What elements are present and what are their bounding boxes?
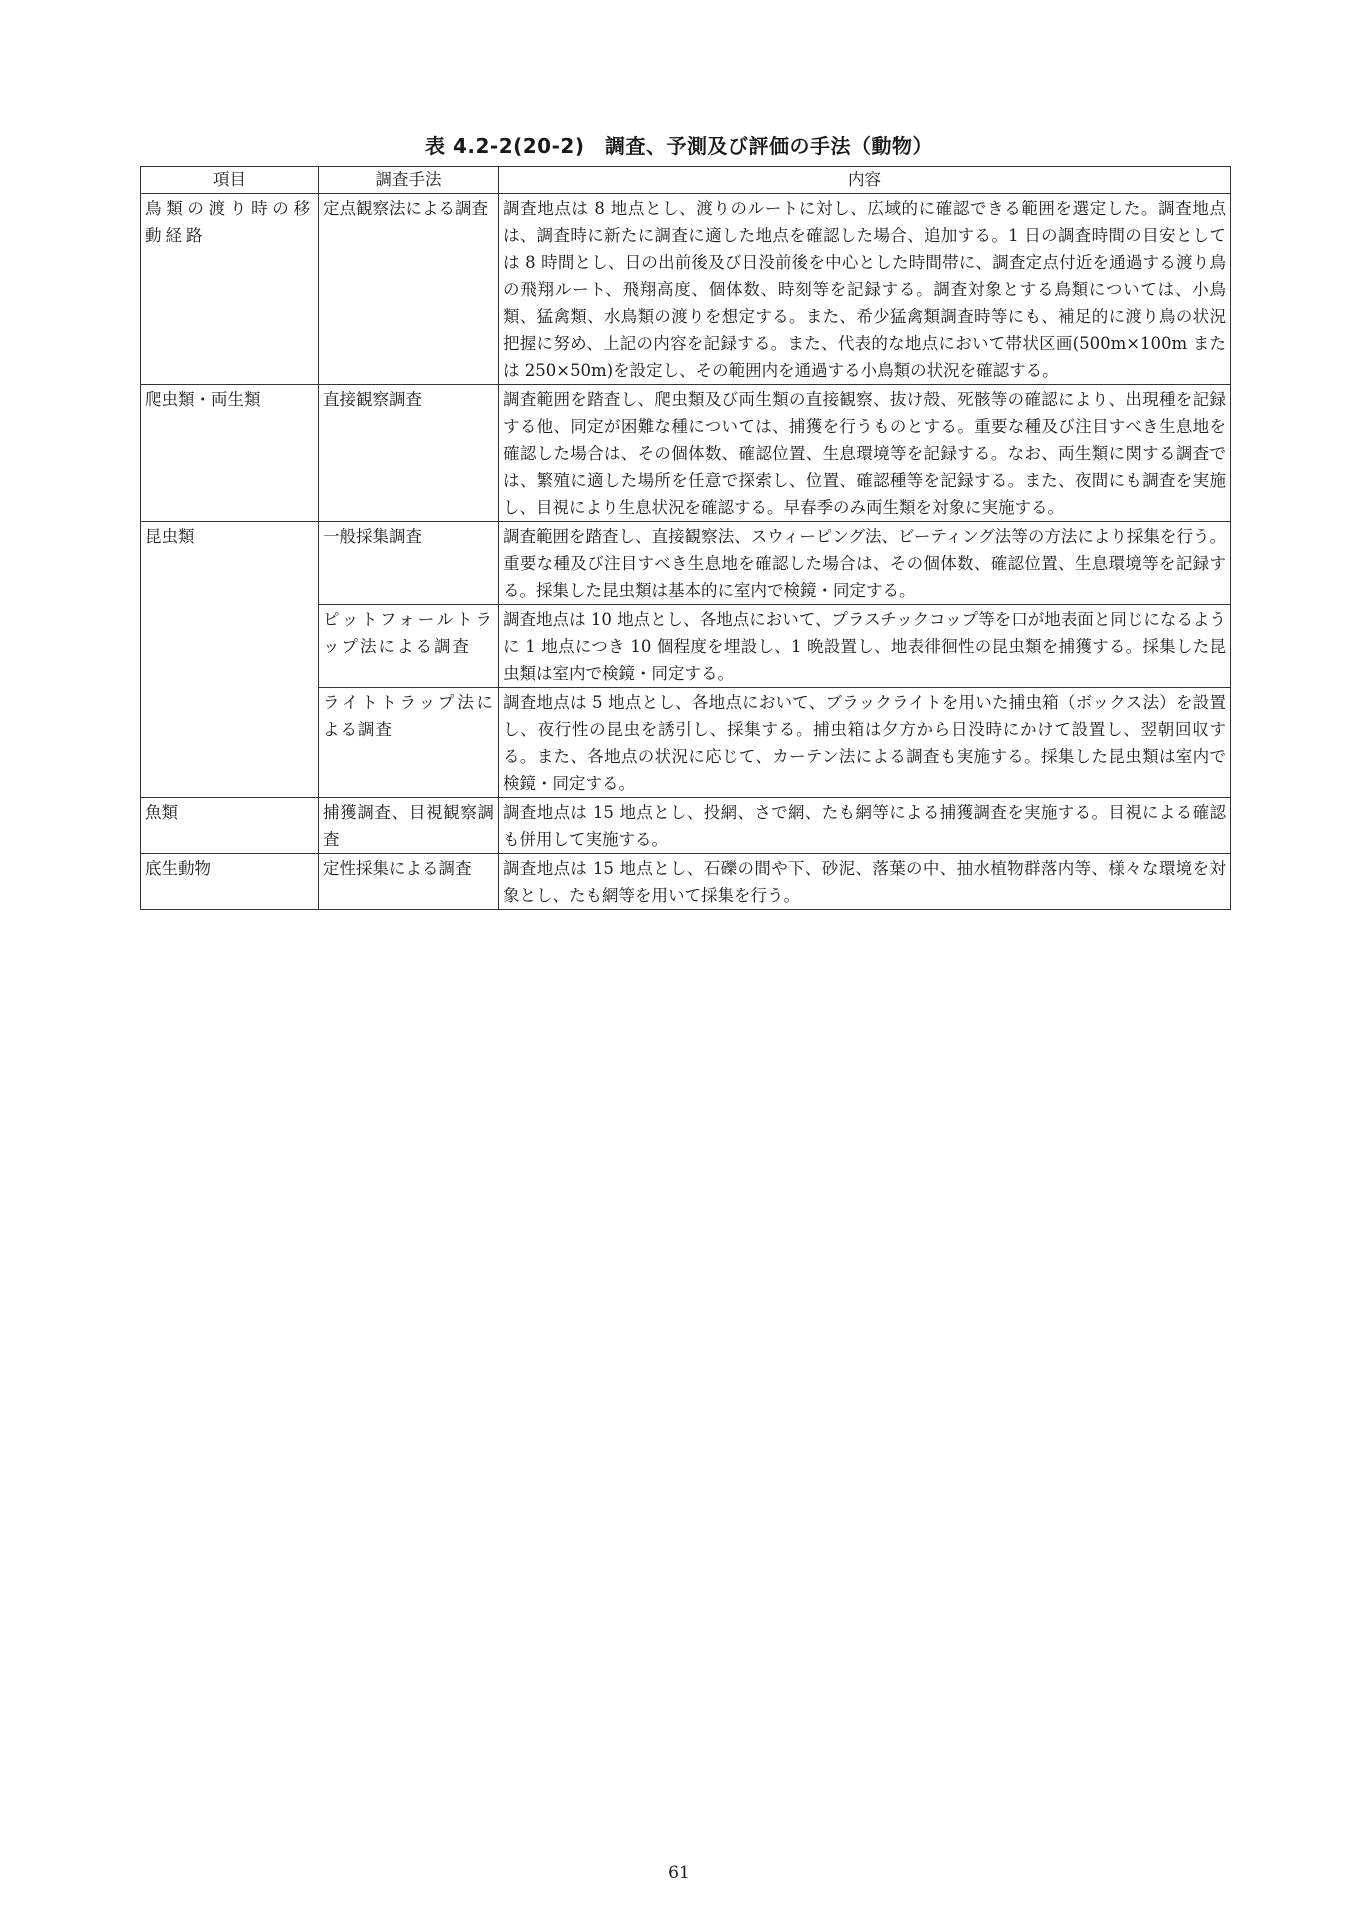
- row-item-benthos: 底生動物: [141, 854, 319, 910]
- page-number: 61: [668, 1863, 690, 1883]
- row-content: 調査範囲を踏査し、直接観察法、スウィーピング法、ビーティング法等の方法により採集を行う。重要な種及び注目すべき生息地を確認した場合は、その個体数、確認位置、生息環境等を記録する。採集した昆虫類は基本的に室内で検鏡・同定する。: [499, 522, 1231, 605]
- row-method: 捕獲調査、目視観察調査: [319, 798, 499, 854]
- header-item: 項目: [141, 167, 319, 194]
- row-content: 調査地点は 8 地点とし、渡りのルートに対し、広域的に確認できる範囲を選定した。調査地点は、調査時に新たに調査に適した地点を確認した場合、追加する。1 日の調査時間の目安としては 8 時間とし、日の出前後及び日没前後を中心とした時間帯に、調査定点付近を通過する渡り鳥の飛翔ルート、飛翔高度、個体数、時刻等を記録する。調査対象とする鳥類については、小鳥類、猛禽類、水鳥類の渡りを想定する。また、希少猛禽類調査時等にも、補足的に渡り鳥の状況把握に努め、上記の内容を記録する。また、代表的な地点において帯状区画(500m×100m または 250×50m)を設定し、その範囲内を通過する小鳥類の状況を確認する。: [499, 194, 1231, 385]
- table-row: [141, 798, 1231, 854]
- table-caption: 表 4.2-2(20-2) 調査、予測及び評価の手法（動物）: [425, 134, 933, 158]
- row-method: 直接観察調査: [319, 385, 499, 522]
- row-content: 調査範囲を踏査し、爬虫類及び両生類の直接観察、抜け殻、死骸等の確認により、出現種を記録する他、同定が困難な種については、捕獲を行うものとする。重要な種及び注目すべき生息地を確認した場合は、その個体数、確認位置、生息環境等を記録する。なお、両生類に関する調査では、繁殖に適した場所を任意で探索し、位置、確認種等を記録する。また、夜間にも調査を実施し、目視により生息状況を確認する。早春季のみ両生類を対象に実施する。: [499, 385, 1231, 522]
- table-row: [141, 522, 1231, 605]
- row-method: ピットフォールトラップ法による調査: [319, 605, 499, 688]
- header-content: 内容: [499, 167, 1231, 194]
- table-row: [141, 854, 1231, 910]
- table-header-row: [141, 167, 1231, 194]
- row-method: 一般採集調査: [319, 522, 499, 605]
- row-item-insects: 昆虫類: [141, 522, 319, 798]
- row-content: 調査地点は 15 地点とし、石礫の間や下、砂泥、落葉の中、抽水植物群落内等、様々な環境を対象とし、たも網等を用いて採集を行う。: [499, 854, 1231, 910]
- row-item-fish: 魚類: [141, 798, 319, 854]
- survey-methods-table: [140, 166, 1231, 910]
- table-row: [141, 385, 1231, 522]
- row-content: 調査地点は 10 地点とし、各地点において、プラスチックコップ等を口が地表面と同じになるように 1 地点につき 10 個程度を埋設し、1 晩設置し、地表徘徊性の昆虫類を捕獲する。採集した昆虫類は室内で検鏡・同定する。: [499, 605, 1231, 688]
- row-method: ライトトラップ法による調査: [319, 688, 499, 798]
- row-method: 定性採集による調査: [319, 854, 499, 910]
- row-content: 調査地点は 15 地点とし、投網、さで網、たも網等による捕獲調査を実施する。目視による確認も併用して実施する。: [499, 798, 1231, 854]
- header-method: 調査手法: [319, 167, 499, 194]
- row-item-reptiles-amphibians: 爬虫類・両生類: [141, 385, 319, 522]
- row-content: 調査地点は 5 地点とし、各地点において、ブラックライトを用いた捕虫箱（ボックス法）を設置し、夜行性の昆虫を誘引し、採集する。捕虫箱は夕方から日没時にかけて設置し、翌朝回収する。また、各地点の状況に応じて、カーテン法による調査も実施する。採集した昆虫類は室内で検鏡・同定する。: [499, 688, 1231, 798]
- table-row: [141, 194, 1231, 385]
- row-item-birds: 鳥類の渡り時の移動経路: [141, 194, 319, 385]
- row-method: 定点観察法による調査: [319, 194, 499, 385]
